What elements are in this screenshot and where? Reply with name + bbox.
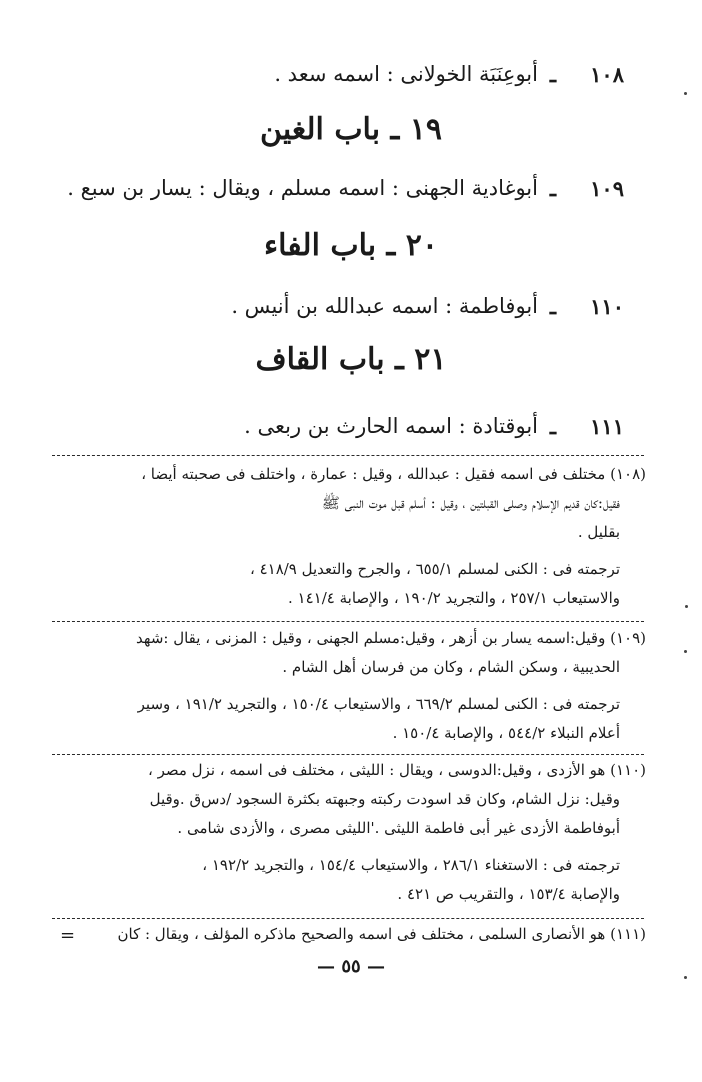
entry-108: [64, 54, 624, 94]
footnote-separator: [52, 455, 644, 456]
entry-110: [64, 286, 624, 326]
footnote-line: أبوفاطمة الأزدى غير أبى فاطمة الليثى .'الليثى مصرى ، والأزدى شامى .: [177, 819, 620, 837]
footnote-separator: [52, 754, 644, 755]
entry-109: [64, 168, 624, 208]
entry-dash: ـ: [549, 413, 557, 439]
footnote-line: (١١١) هو الأنصارى السلمى ، مختلف فى اسمه والصحيح ماذكره المؤلف ، ويقال : كان: [117, 925, 646, 943]
entry-text: أبوفاطمة : اسمه عبدالله بن أنيس .: [231, 294, 538, 318]
continuation-mark: =: [60, 925, 76, 946]
footnote-line: فقيل:كان قديم الإسلام وصلى القبلتين ، وقيل : أسلم قبل موت النبى ﷺ: [321, 494, 620, 512]
page-number: — ٥٥ —: [317, 956, 385, 977]
footnote-110: [56, 756, 646, 909]
scan-speck: [684, 92, 687, 95]
entry-number: ١١٠: [590, 293, 624, 319]
footnote-111: [56, 920, 646, 949]
footnote-reference: ترجمته فى : الكنى لمسلم ٦٦٩/٢ ، والاستيعاب ١٥٠/٤ ، والتجريد ١٩١/٢ ، وسير: [137, 695, 620, 713]
entry-dash: ـ: [549, 61, 557, 87]
scan-speck: [684, 976, 687, 979]
entry-111: [64, 406, 624, 446]
footnote-reference: أعلام النبلاء ٥٤٤/٢ ، والإصابة ١٥٠/٤ .: [392, 724, 620, 742]
footnote-line: بقليل .: [577, 523, 620, 541]
section-heading-qaf: ٢١ ـ باب القاف: [255, 342, 447, 377]
entry-text: أبوقتادة : اسمه الحارث بن ربعى .: [244, 414, 538, 438]
footnote-line: وقيل: نزل الشام، وكان قد اسودت ركبته وجبهته بكثرة السجود /دس‌ق .وقيل: [149, 790, 620, 808]
footnote-reference: والاستيعاب ٢٥٧/١ ، والتجريد ١٩٠/٢ ، والإصابة ١٤١/٤ .: [288, 589, 620, 607]
entry-dash: ـ: [549, 293, 557, 319]
scan-speck: [685, 605, 688, 608]
section-heading-faa: ٢٠ ـ باب الفاء: [264, 228, 438, 263]
entry-dash: ـ: [549, 175, 557, 201]
footnote-line: (١٠٨) مختلف فى اسمه فقيل : عبدالله ، وقيل : عمارة ، واختلف فى صحبته أيضا ،: [141, 465, 646, 483]
footnote-reference: ترجمته فى : الاستغناء ٢٨٦/١ ، والاستيعاب ١٥٤/٤ ، والتجريد ١٩٢/٢ ،: [202, 856, 620, 874]
scan-speck: [684, 650, 687, 653]
footnote-line: الحديبية ، وسكن الشام ، وكان من فرسان أهل الشام .: [282, 658, 620, 676]
section-heading-ghain: ١٩ ـ باب الغين: [260, 112, 442, 147]
footnote-separator: [52, 918, 644, 919]
footnote-109: [56, 624, 646, 748]
entry-text: أبوعِنَبَة الخولانى : اسمه سعد .: [274, 62, 538, 86]
footnote-108: [56, 460, 646, 613]
footnote-reference: والإصابة ١٥٣/٤ ، والتقريب ص ٤٢١ .: [397, 885, 620, 903]
footnote-line: (١١٠) هو الأزدى ، وقيل:الدوسى ، ويقال : الليثى ، مختلف فى اسمه ، نزل مصر ،: [147, 761, 646, 779]
entry-number: ١٠٨: [590, 61, 624, 87]
entry-number: ١٠٩: [590, 175, 624, 201]
footnote-line: (١٠٩) وقيل:اسمه يسار بن أزهر ، وقيل:مسلم الجهنى ، وقيل : المزنى ، يقال :شهد: [136, 629, 646, 647]
entry-number: ١١١: [590, 413, 624, 439]
entry-text: أبوغادية الجهنى : اسمه مسلم ، ويقال : يسار بن سبع .: [67, 176, 538, 200]
footnote-separator: [52, 621, 644, 622]
footnote-reference: ترجمته فى : الكنى لمسلم ٦٥٥/١ ، والجرح والتعديل ٤١٨/٩ ،: [249, 560, 620, 578]
